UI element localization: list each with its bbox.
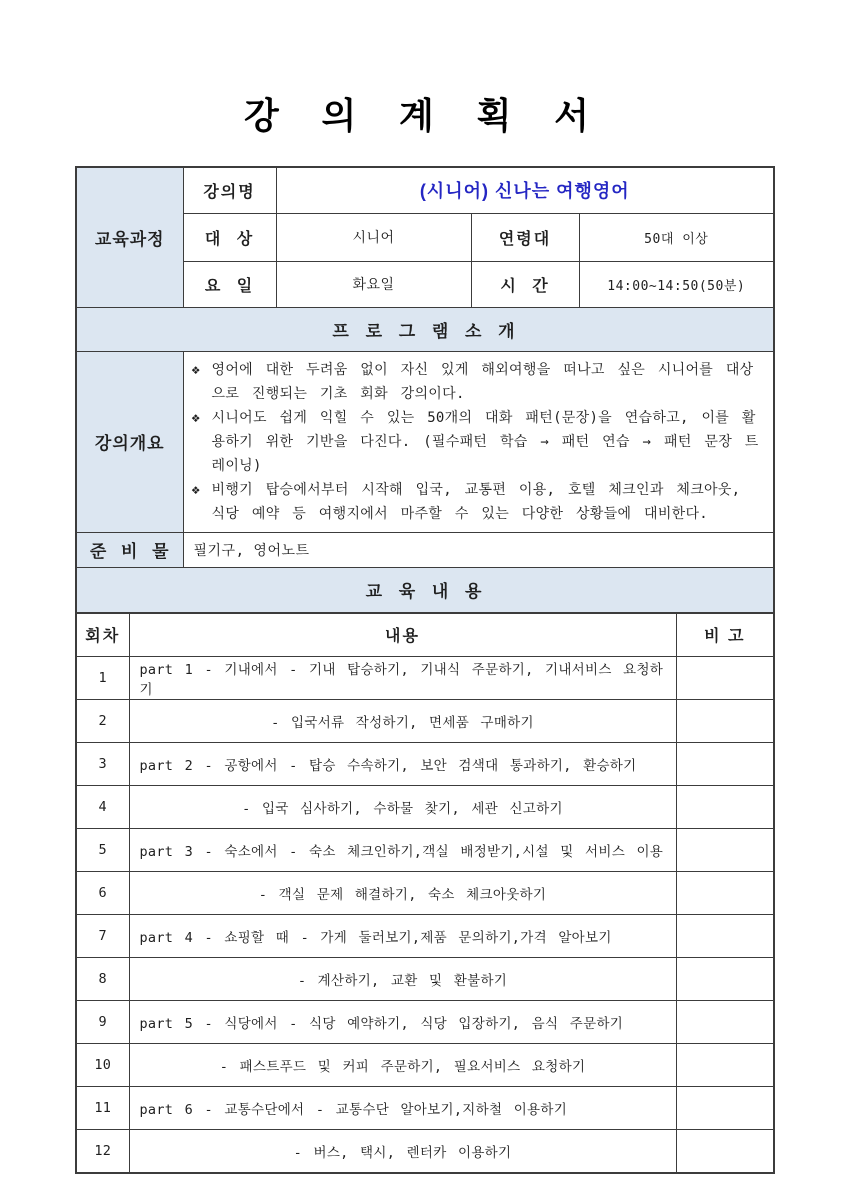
- age-label: 연령대: [471, 213, 579, 261]
- overview-bullet: [192, 478, 764, 526]
- table-row: [76, 1087, 774, 1130]
- session-number: 8: [76, 958, 129, 1001]
- curriculum-table: [75, 612, 775, 1174]
- document-body: [75, 166, 773, 1174]
- session-content: - 패스트푸드 및 커피 주문하기, 필요서비스 요청하기: [129, 1044, 676, 1087]
- table-row: [76, 1130, 774, 1173]
- bullet-text: 비행기 탑승에서부터 시작해 입국, 교통편 이용, 호텔 체크인과 체크아웃, 식당 예약 등 여행지에서 마주할 수 있는 다양한 상황들에 대비한다.: [211, 481, 741, 522]
- session-number: 3: [76, 743, 129, 786]
- bullet-diamond-icon: ❖: [191, 481, 201, 498]
- table-row: [76, 1001, 774, 1044]
- bullet-text: 시니어도 쉽게 익힐 수 있는 50개의 대화 패턴(문장)을 연습하고, 이를 활용하기 위한 기반을 다진다. (필수패턴 학습 → 패턴 연습 → 패턴 문장 트레이닝): [211, 409, 759, 474]
- session-note: [676, 743, 774, 786]
- program-intro-band: 프 로 그 램 소 개: [76, 307, 774, 351]
- col-header-note: 비 고: [676, 613, 774, 657]
- table-row: [76, 700, 774, 743]
- session-content: - 입국서류 작성하기, 면세품 구매하기: [129, 700, 676, 743]
- session-content: part 2 - 공항에서 - 탑승 수속하기, 보안 검색대 통과하기, 환승하기: [129, 743, 676, 786]
- session-note: [676, 872, 774, 915]
- session-content: - 계산하기, 교환 및 환불하기: [129, 958, 676, 1001]
- session-number: 12: [76, 1130, 129, 1173]
- age-value: 50대 이상: [579, 213, 774, 261]
- page-title: 강 의 계 획 서: [243, 95, 605, 137]
- session-number: 6: [76, 872, 129, 915]
- course-section-label: 교육과정: [76, 167, 183, 307]
- table-row: [76, 829, 774, 872]
- session-number: 7: [76, 915, 129, 958]
- session-note: [676, 1130, 774, 1173]
- time-value: 14:00~14:50(50분): [579, 261, 774, 307]
- curriculum-body: [76, 657, 774, 1173]
- session-number: 5: [76, 829, 129, 872]
- col-header-content: 내용: [129, 613, 676, 657]
- session-number: 11: [76, 1087, 129, 1130]
- bullet-text: 영어에 대한 두려움 없이 자신 있게 해외여행을 떠나고 싶은 시니어를 대상으로 진행되는 기초 회화 강의이다.: [211, 361, 754, 402]
- course-name-label: 강의명: [183, 167, 276, 213]
- table-row: [76, 743, 774, 786]
- session-content: - 입국 심사하기, 수하물 찾기, 세관 신고하기: [129, 786, 676, 829]
- table-row: [76, 1044, 774, 1087]
- table-row: [76, 657, 774, 700]
- day-label: 요 일: [183, 261, 276, 307]
- overview-bullet: [192, 358, 764, 406]
- overview-bullets: [183, 351, 774, 532]
- target-value: 시니어: [276, 213, 471, 261]
- bullet-diamond-icon: ❖: [191, 361, 201, 378]
- session-note: [676, 786, 774, 829]
- course-info-table: [75, 166, 775, 614]
- col-header-session: 회차: [76, 613, 129, 657]
- session-note: [676, 958, 774, 1001]
- session-note: [676, 1087, 774, 1130]
- session-note: [676, 1001, 774, 1044]
- session-note: [676, 700, 774, 743]
- target-label: 대 상: [183, 213, 276, 261]
- session-note: [676, 657, 774, 700]
- table-row: [76, 915, 774, 958]
- course-name-value: (시니어) 신나는 여행영어: [276, 167, 774, 213]
- session-number: 9: [76, 1001, 129, 1044]
- session-number: 2: [76, 700, 129, 743]
- materials-value: 필기구, 영어노트: [183, 532, 774, 567]
- session-content: part 3 - 숙소에서 - 숙소 체크인하기,객실 배정받기,시설 및 서비스 이용: [129, 829, 676, 872]
- session-number: 10: [76, 1044, 129, 1087]
- session-content: part 5 - 식당에서 - 식당 예약하기, 식당 입장하기, 음식 주문하기: [129, 1001, 676, 1044]
- session-content: - 객실 문제 해결하기, 숙소 체크아웃하기: [129, 872, 676, 915]
- curriculum-band: 교 육 내 용: [76, 567, 774, 613]
- session-content: part 6 - 교통수단에서 - 교통수단 알아보기,지하철 이용하기: [129, 1087, 676, 1130]
- materials-label: 준 비 물: [76, 532, 183, 567]
- session-note: [676, 915, 774, 958]
- session-note: [676, 829, 774, 872]
- session-content: part 1 - 기내에서 - 기내 탑승하기, 기내식 주문하기, 기내서비스 요청하기: [129, 657, 676, 700]
- table-row: [76, 786, 774, 829]
- bullet-diamond-icon: ❖: [191, 409, 201, 426]
- session-note: [676, 1044, 774, 1087]
- time-label: 시 간: [471, 261, 579, 307]
- day-value: 화요일: [276, 261, 471, 307]
- session-content: - 버스, 택시, 렌터카 이용하기: [129, 1130, 676, 1173]
- table-row: [76, 872, 774, 915]
- session-content: part 4 - 쇼핑할 때 - 가게 둘러보기,제품 문의하기,가격 알아보기: [129, 915, 676, 958]
- overview-bullet: [192, 406, 764, 478]
- session-number: 1: [76, 657, 129, 700]
- session-number: 4: [76, 786, 129, 829]
- table-row: [76, 958, 774, 1001]
- overview-label: 강의개요: [76, 351, 183, 532]
